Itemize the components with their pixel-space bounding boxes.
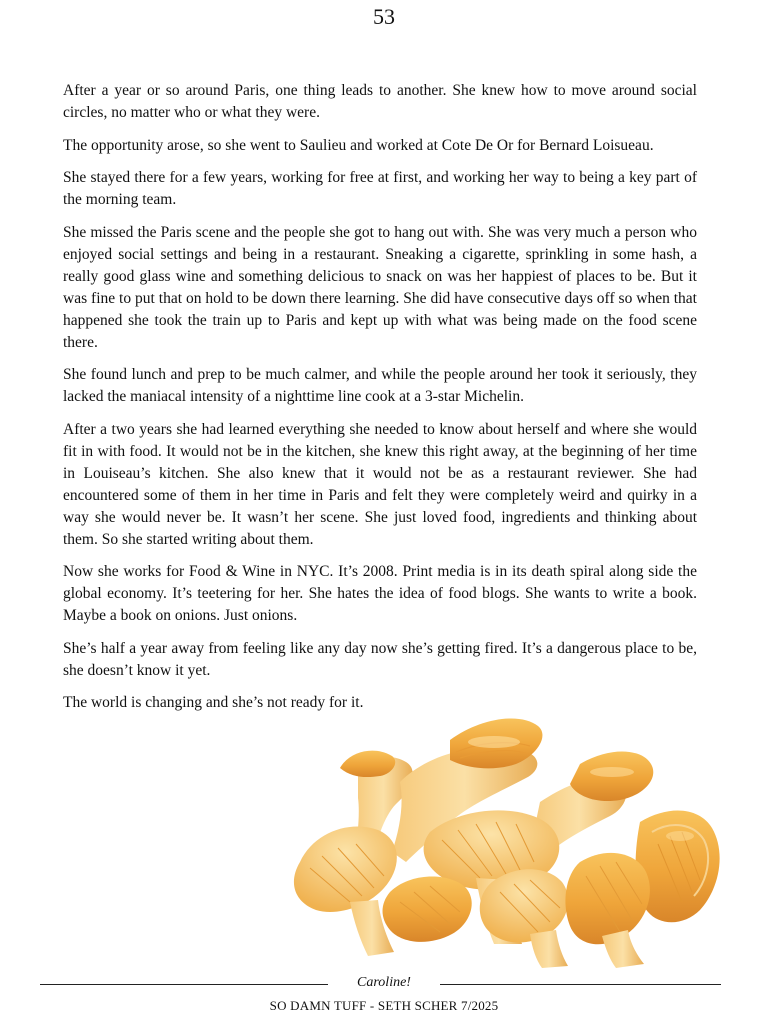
paragraph: She stayed there for a few years, working for free at first, and working her way to being a key part of the morning team. [63,169,697,208]
paragraph: She’s half a year away from feeling like any day now she’s getting fired. It’s a dangerous place to be, she doesn’t know it yet. [63,639,697,679]
body-text [63,80,697,725]
footer-rule-right [440,984,721,985]
paragraph: After a two years she had learned everything she needed to know about herself and where she would fit in with food. It would not be in the kitchen, she knew this right away, at the beginning of her time in Louiseau’s kitchen. She also knew that it would not be as a restaurant reviewer. She had encountered some of them in her time in Paris and felt they were completely weird and quirky in a way she would never be. It wasn’t her scene. She just loved food, ingredients and thinking about them. So she started writing about them. [63,420,697,548]
paragraph: Now she works for Food & Wine in NYC. It’s 2008. Print media is in its death spiral along side the global economy. It’s teetering for her. She hates the idea of food blogs. She wants to write a book. Maybe a book on onions. Just onions. [63,563,697,624]
paragraph: She found lunch and prep to be much calmer, and while the people around her took it seriously, they lacked the maniacal intensity of a nighttime line cook at a 3-star Michelin. [63,366,697,405]
chanterelle-mushrooms-photo [280,712,750,974]
paragraph: The opportunity arose, so she went to Saulieu and worked at Cote De Or for Bernard Loisueau. [63,136,654,154]
paragraph: The world is changing and she’s not ready for it. [63,694,364,711]
footer-caption: Caroline! [357,975,411,990]
paragraph: She missed the Paris scene and the people she got to hang out with. She was very much a person who enjoyed social settings and being in a restaurant. Sneaking a cigarette, sprinkling in some hash, a really good glass wine and something delicious to snack on was her happiest of places to be. But it was fine to put that on hold to be down there learning. She did have consecutive days off so when that happened she took the train up to Paris and kept up with what was being made on the food scene there. [63,223,697,351]
paragraph: After a year or so around Paris, one thing leads to another. She knew how to move around social circles, no matter who or what they were. [63,82,697,121]
footer-credit: SO DAMN TUFF - SETH SCHER 7/2025 [269,998,499,1013]
page-number: 53 [373,4,395,29]
